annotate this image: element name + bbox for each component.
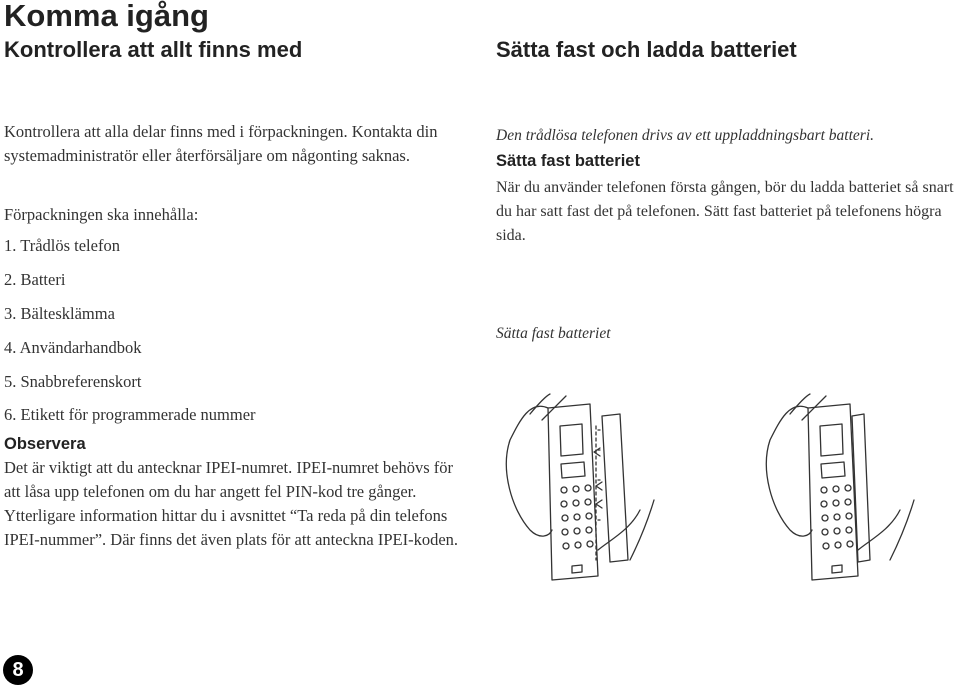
intro-paragraph: Kontrollera att alla delar finns med i förpackningen. Kontakta din systemadministratör eller återförsäljare om någonting saknas. xyxy=(4,122,438,165)
page-number-badge: 8 xyxy=(3,655,33,685)
page-title: Komma igång xyxy=(4,0,209,33)
battery-attach-illustration xyxy=(490,390,960,590)
list-item: 2. Batteri xyxy=(4,270,66,289)
package-contents-label: Förpackningen ska innehålla: xyxy=(4,205,199,224)
list-item: 5. Snabbreferenskort xyxy=(4,372,142,391)
phone-illustration-right xyxy=(766,394,914,580)
list-item: 3. Bältesklämma xyxy=(4,304,115,323)
note-heading: Observera xyxy=(4,435,86,453)
battery-intro-text: Den trådlösa telefonen drivs av ett uppladdningsbart batteri. xyxy=(496,127,874,144)
section-heading-check-contents: Kontrollera att allt finns med xyxy=(4,37,303,62)
phone-illustration-left xyxy=(506,394,654,580)
list-item: 1. Trådlös telefon xyxy=(4,236,120,255)
section-heading-attach-battery: Sätta fast och ladda batteriet xyxy=(496,37,797,62)
list-item: 4. Användarhandbok xyxy=(4,338,142,357)
list-item: 6. Etikett för programmerade nummer xyxy=(4,405,256,424)
note-paragraph: Det är viktigt att du antecknar IPEI-numret. IPEI-numret behövs för att låsa upp telefonen om du har angett fel PIN-kod tre gånger. Ytterligare information hittar du i avsnittet “Ta reda på din telefons IPEI-nummer”. Där finns det även plats för att anteckna IPEI-koden. xyxy=(4,458,459,549)
figure-caption: Sätta fast batteriet xyxy=(496,325,611,342)
attach-battery-heading: Sätta fast batteriet xyxy=(496,152,640,170)
attach-battery-paragraph: När du använder telefonen första gången, bör du ladda batteriet så snart du har satt fast det på telefonen. Sätt fast batteriet på telefonens högra sida. xyxy=(496,179,954,244)
